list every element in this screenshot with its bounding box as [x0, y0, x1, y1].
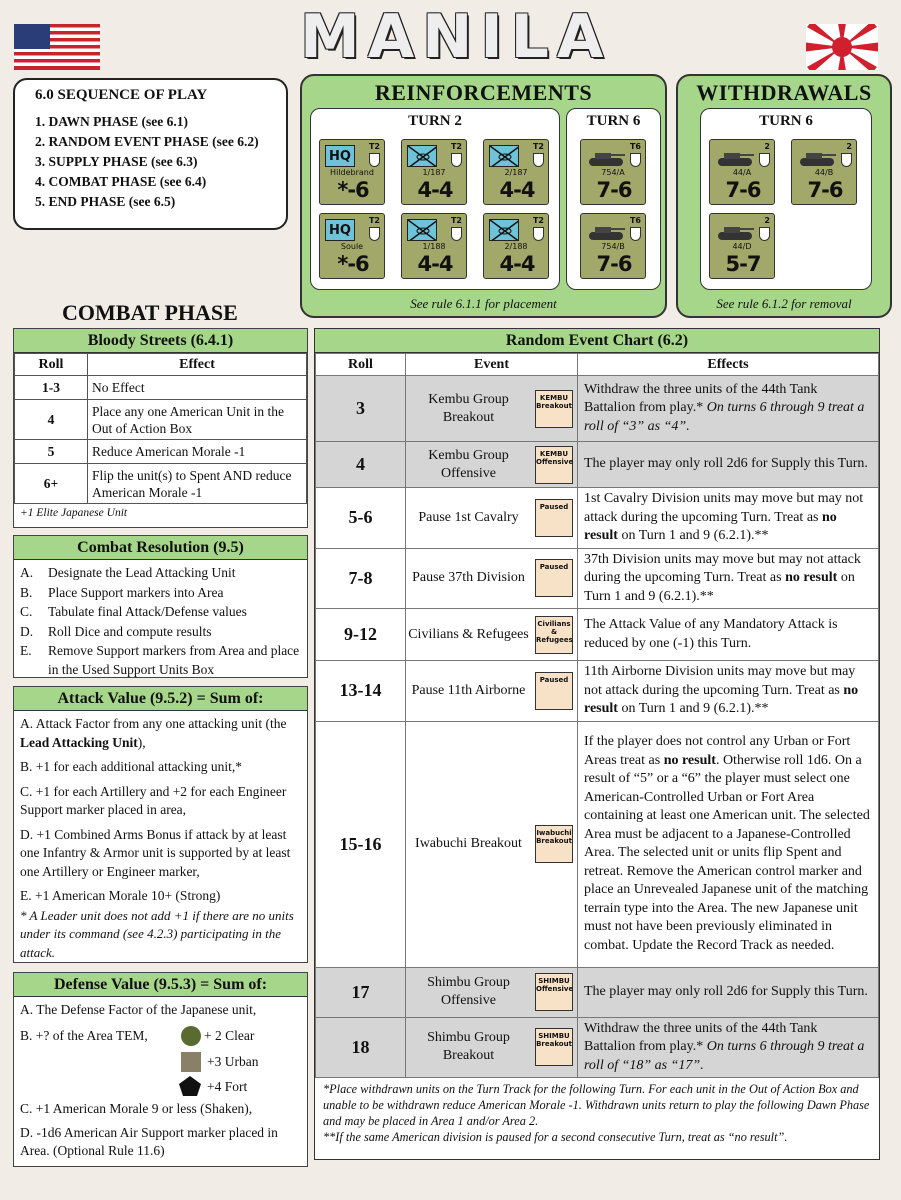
attack-item-b: B. +1 for each additional attacking unit,*: [20, 759, 243, 774]
effect-cell: Reduce American Morale -1: [88, 440, 307, 464]
event-cell: [406, 1017, 578, 1078]
division-badge-icon: [369, 227, 380, 241]
unit-symbol-icon: [489, 219, 519, 241]
tank-icon: [716, 224, 756, 242]
list-item: C. Tabulate final Attack/Defense values: [20, 604, 247, 619]
attack-value-box: [13, 686, 308, 963]
event-marker-icon: Paused: [535, 499, 573, 537]
roll-cell: 9-12: [316, 609, 406, 661]
event-cell: [406, 661, 578, 722]
event-marker-icon: SHIMBU Breakout: [535, 1028, 573, 1066]
event-cell: [406, 488, 578, 549]
table-row: [316, 376, 879, 442]
unit-designation: 754/A: [601, 168, 625, 177]
turn-marker: T2: [532, 216, 544, 225]
effects-cell: The player may only roll 2d6 for Supply this Turn.: [578, 442, 879, 488]
attack-item-a: A. Attack Factor from any one attacking unit (the Lead Attacking Unit),: [20, 716, 287, 750]
unit-designation: Hildebrand: [330, 168, 374, 177]
event-name: Iwabuchi Breakout: [415, 836, 522, 851]
event-name: Pause 37th Division: [412, 570, 525, 586]
table-row: [316, 609, 879, 661]
division-badge-icon: [369, 153, 380, 167]
unit-counter: [319, 139, 385, 205]
unit-counter: [791, 139, 857, 205]
list-item: D. Roll Dice and compute results: [20, 623, 212, 639]
turn-marker: T6: [629, 216, 641, 225]
unit-factors: 4-4: [499, 178, 535, 202]
roll-cell: 4: [316, 442, 406, 488]
bloody-streets-title: Bloody Streets (6.4.1): [14, 329, 307, 353]
unit-factors: 5-7: [725, 252, 761, 276]
unit-factors: *-6: [337, 252, 369, 276]
turn-marker: 2: [764, 142, 770, 151]
unit-factors: *-6: [337, 178, 369, 202]
roll-cell: 5-6: [316, 488, 406, 549]
random-event-title: Random Event Chart (6.2): [315, 329, 879, 353]
roll-cell: 7-8: [316, 548, 406, 609]
unit-symbol-icon: [325, 219, 355, 241]
unit-counter: [401, 139, 467, 205]
unit-symbol-icon: [489, 145, 519, 167]
unit-designation: 44/D: [732, 242, 752, 251]
effect-cell: Flip the unit(s) to Spent AND reduce American Morale -1: [88, 464, 307, 504]
unit-factors: 4-4: [417, 252, 453, 276]
us-flag-icon: [14, 24, 100, 70]
table-row: [316, 967, 879, 1017]
attack-item-c: C. +1 for each Artillery and +2 for each Engineer Support marker placed in area,: [20, 783, 287, 817]
effect-cell: Place any one American Unit in the Out of Action Box: [88, 400, 307, 440]
effects-cell: 11th Airborne Division units may move but may not attack during the upcoming Turn. Treat as no result on Turn 1 and 9 (6.2.1).**: [578, 661, 879, 722]
defense-item-b: B. +? of the Area TEM,: [20, 1028, 148, 1043]
turn-marker: T2: [450, 216, 462, 225]
japan-rising-sun-flag-icon: [806, 24, 878, 70]
unit-counter: [580, 213, 646, 279]
effects-cell: The player may only roll 2d6 for Supply this Turn.: [578, 967, 879, 1017]
event-name: Pause 11th Airborne: [411, 682, 526, 698]
col-event: Event: [406, 354, 578, 376]
unit-designation: Soule: [340, 242, 364, 251]
unit-symbol-icon: [407, 219, 437, 241]
event-marker-icon: Paused: [535, 672, 573, 710]
table-row: [15, 440, 307, 464]
roll-cell: 15-16: [316, 721, 406, 967]
table-row: [316, 548, 879, 609]
event-marker-icon: Paused: [535, 559, 573, 597]
unit-counter: [709, 139, 775, 205]
combat-resolution-box: [13, 535, 308, 678]
event-name: Kembu Group Offensive: [428, 447, 509, 481]
sequence-item: 4. COMBAT PHASE (see 6.4): [35, 174, 207, 189]
col-effects: Effects: [578, 354, 879, 376]
division-badge-icon: [759, 227, 770, 241]
sequence-of-play-box: [13, 78, 288, 230]
table-row: [316, 1017, 879, 1078]
unit-designation: 44/B: [814, 168, 834, 177]
event-name: Kembu Group Breakout: [428, 391, 509, 425]
event-name: Civilians & Refugees: [408, 626, 529, 642]
tank-icon: [798, 150, 838, 168]
turn2-label: TURN 2: [408, 113, 462, 129]
unit-designation: 1/188: [422, 242, 446, 251]
event-marker-icon: KEMBU Offensive: [535, 446, 573, 484]
sequence-item: 5. END PHASE (see 6.5): [35, 194, 176, 209]
roll-cell: 3: [316, 376, 406, 442]
list-item: B. Place Support markers into Area: [20, 584, 224, 600]
effect-cell: No Effect: [88, 376, 307, 400]
unit-designation: 44/A: [732, 168, 752, 177]
unit-designation: 1/187: [422, 168, 446, 177]
turn-marker: 2: [846, 142, 852, 151]
unit-symbol-icon: [325, 145, 355, 167]
table-row: [316, 488, 879, 549]
list-item: A. Designate the Lead Attacking Unit: [20, 565, 236, 580]
unit-factors: 4-4: [417, 178, 453, 202]
tem-clear: + 2 Clear: [204, 1028, 255, 1043]
roll-cell: 17: [316, 967, 406, 1017]
defense-item-a: A. The Defense Factor of the Japanese unit,: [20, 1002, 257, 1017]
withdrawals-title: WITHDRAWALS: [696, 80, 872, 105]
combat-resolution-title: Combat Resolution (9.5): [14, 536, 307, 560]
sequence-item: 2. RANDOM EVENT PHASE (see 6.2): [35, 134, 259, 149]
tank-icon: [587, 150, 627, 168]
attack-note: * A Leader unit does not add +1 if there are no units under its command (see 4.2.3) participating in the attack.: [20, 907, 294, 960]
tank-icon: [716, 150, 756, 168]
roll-cell: 13-14: [316, 661, 406, 722]
unit-factors: 7-6: [596, 252, 632, 276]
turn-marker: T6: [629, 142, 641, 151]
event-cell: [406, 376, 578, 442]
unit-counter: [483, 139, 549, 205]
unit-factors: 7-6: [725, 178, 761, 202]
table-row: [316, 721, 879, 967]
col-roll: Roll: [15, 354, 88, 376]
division-badge-icon: [759, 153, 770, 167]
turn-marker: T2: [368, 142, 380, 151]
turn-marker: T2: [368, 216, 380, 225]
turn6-label: TURN 6: [586, 113, 641, 129]
unit-counter: [580, 139, 646, 205]
effects-cell: If the player does not control any Urban or Fort Areas treat as no result. Otherwise roll 1d6. On a result of “5” or a “6” the player must select one American-Controlled Urban or Fort Area containing at least one American unit. The selected Area must be adjacent to a Japanese-Controlled Area. The selected unit or units flip Spent and retreat. Remove the American control marker and place an Unrevealed Japanese unit of the matching terrain type into the Area. The new Japanese unit must not have been previously eliminated in combat. Update the Record Track as needed.: [578, 721, 879, 967]
turn-marker: T2: [532, 142, 544, 151]
roll-cell: 1-3: [15, 376, 88, 400]
effects-cell: 37th Division units may move but may not attack during the upcoming Turn. Treat as no result on Turn 1 and 9 (6.2.1).**: [578, 548, 879, 609]
tem-fort: +4 Fort: [207, 1079, 248, 1094]
placement-rule: See rule 6.1.1 for placement: [410, 296, 557, 311]
bloody-streets-table: [13, 328, 308, 528]
effects-cell: Withdraw the three units of the 44th Tank Battalion from play.* On turns 6 through 9 treat a roll of “3” as “4”.: [578, 376, 879, 442]
col-effect: Effect: [88, 354, 307, 376]
unit-symbol-icon: [407, 145, 437, 167]
unit-designation: 2/187: [504, 168, 528, 177]
division-badge-icon: [451, 227, 462, 241]
division-badge-icon: [451, 153, 462, 167]
withdrawals-turn-label: TURN 6: [759, 113, 813, 129]
effects-cell: Withdraw the three units of the 44th Tank Battalion from play.* On turns 6 through 9 treat a roll of “18” as “17”.: [578, 1017, 879, 1078]
event-cell: [406, 548, 578, 609]
turn6-box: [566, 108, 661, 290]
division-badge-icon: [630, 153, 641, 167]
roll-cell: 5: [15, 440, 88, 464]
urban-terrain-icon: [180, 1051, 202, 1073]
removal-rule: See rule 6.1.2 for removal: [716, 296, 852, 311]
attack-item-e: E. +1 American Morale 10+ (Strong): [20, 888, 221, 903]
unit-counter: [483, 213, 549, 279]
sequence-heading: 6.0 SEQUENCE OF PLAY: [35, 87, 208, 103]
roll-cell: 4: [15, 400, 88, 440]
effects-cell: 1st Cavalry Division units may move but may not attack during the upcoming Turn. Treat as no result on Turn 1 and 9 (6.2.1).**: [578, 488, 879, 549]
event-marker-icon: SHIMBU Offensive: [535, 973, 573, 1011]
division-badge-icon: [533, 153, 544, 167]
event-cell: [406, 967, 578, 1017]
event-name: Shimbu Group Offensive: [427, 975, 510, 1008]
reinforcements-title: REINFORCEMENTS: [374, 80, 593, 105]
event-cell: [406, 442, 578, 488]
tank-icon: [587, 224, 627, 242]
attack-value-title: Attack Value (9.5.2) = Sum of:: [14, 687, 307, 711]
col-roll: Roll: [316, 354, 406, 376]
roll-cell: 6+: [15, 464, 88, 504]
bloody-streets-note: +1 Elite Japanese Unit: [20, 507, 128, 519]
unit-designation: 754/B: [601, 242, 625, 251]
turn-marker: 2: [764, 216, 770, 225]
defense-item-d: D. -1d6 American Air Support marker placed in Area. (Optional Rule 11.6): [20, 1125, 278, 1158]
unit-counter: [401, 213, 467, 279]
table-row: [15, 376, 307, 400]
attack-item-d: D. +1 Combined Arms Bonus if attack by at least one Infantry & Armor unit is supported by at least one Artillery or Engineer marker,: [20, 826, 291, 879]
reinforcements-panel: [300, 74, 667, 318]
table-row: [316, 442, 879, 488]
table-row: [316, 661, 879, 722]
turn2-box: [310, 108, 560, 290]
table-row: [15, 464, 307, 504]
unit-factors: 4-4: [499, 252, 535, 276]
combat-phase-title: COMBAT PHASE: [62, 300, 238, 325]
sequence-item: 3. SUPPLY PHASE (see 6.3): [35, 154, 198, 169]
unit-counter: [709, 213, 775, 279]
withdrawals-turn6-box: [700, 108, 872, 290]
unit-factors: 7-6: [596, 178, 632, 202]
turn-marker: T2: [450, 142, 462, 151]
division-badge-icon: [533, 227, 544, 241]
unit-designation: 2/188: [504, 242, 528, 251]
defense-item-c: C. +1 American Morale 9 or less (Shaken),: [20, 1101, 253, 1116]
division-badge-icon: [630, 227, 641, 241]
event-cell: [406, 609, 578, 661]
unit-factors: 7-6: [807, 178, 843, 202]
page-title: MANILA: [300, 2, 612, 72]
event-name: Shimbu Group Breakout: [427, 1030, 510, 1064]
hq-symbol: HQ: [329, 149, 351, 164]
random-event-footnote-1: *Place withdrawn units on the Turn Track for the following Turn. For each unit in the Out of Action Box and unable to be withdrawn reduce American Morale -1. Withdrawn units return to play the following Dawn Phase and may be placed in Area 1 and/or Area 2.: [323, 1082, 870, 1128]
hq-symbol: HQ: [329, 223, 351, 238]
unit-counter: [319, 213, 385, 279]
clear-terrain-icon: [180, 1025, 202, 1047]
defense-value-title: Defense Value (9.5.3) = Sum of:: [14, 973, 307, 997]
event-marker-icon: Iwabuchi Breakout: [535, 825, 573, 863]
event-cell: [406, 721, 578, 967]
random-event-chart: [314, 328, 880, 1160]
event-name: Pause 1st Cavalry: [418, 509, 519, 525]
fort-terrain-icon: [178, 1075, 202, 1097]
list-item: E. Remove Support markers from Area and place in the Used Support Units Box: [20, 643, 300, 677]
withdrawals-panel: [676, 74, 892, 318]
division-badge-icon: [841, 153, 852, 167]
event-marker-icon: KEMBU Breakout: [535, 390, 573, 428]
defense-value-box: [13, 972, 308, 1167]
random-event-footnote-2: **If the same American division is paused for a second consecutive Turn, treat as “no result”.: [323, 1130, 788, 1144]
effects-cell: The Attack Value of any Mandatory Attack is reduced by one (-1) this Turn.: [578, 609, 879, 661]
table-row: [15, 400, 307, 440]
event-marker-icon: Civilians & Refugees: [535, 616, 573, 654]
tem-urban: +3 Urban: [207, 1054, 259, 1069]
sequence-item: 1. DAWN PHASE (see 6.1): [35, 114, 188, 129]
roll-cell: 18: [316, 1017, 406, 1078]
